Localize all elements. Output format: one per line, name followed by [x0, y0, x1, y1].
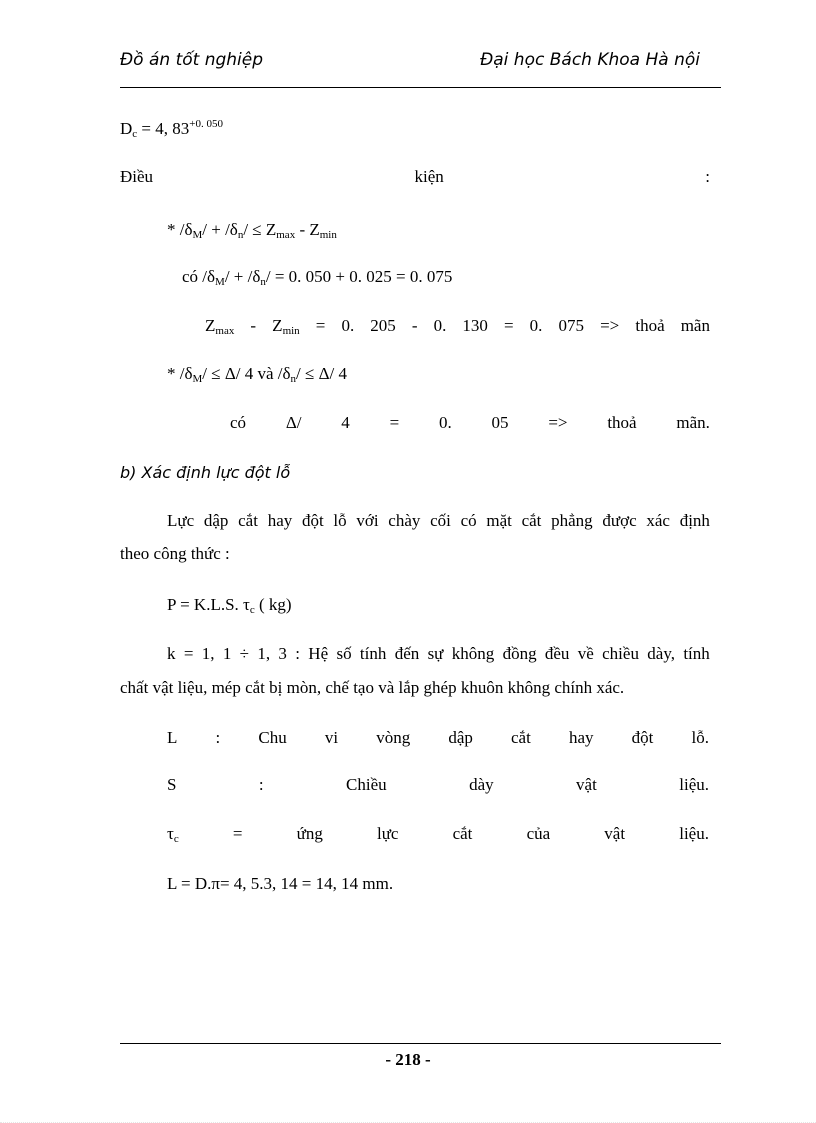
c1-c: / ≤ Z	[243, 220, 277, 239]
condition-2-check-word: thoả	[607, 413, 637, 432]
footer-rule	[120, 1043, 721, 1044]
para1-line1-word: định	[679, 511, 710, 530]
para1-line1-word: hay	[267, 511, 293, 530]
condition-2-check-word: Δ/	[285, 413, 302, 432]
k-line2: chất vật liệu, mép cắt bị mòn, chế tạo và lắp ghép khuôn không chính xác.	[120, 678, 625, 697]
k-line1-word: không	[451, 644, 495, 663]
S-definition-word: :	[258, 775, 264, 794]
L-definition-word: L	[167, 728, 178, 747]
para1-line1-word: dập	[203, 511, 229, 530]
c2-b: / ≤ Δ/ 4 và /δ	[202, 364, 291, 383]
c2-c: / ≤ Δ/ 4	[296, 364, 347, 383]
z-difference-line-word: 075	[558, 316, 584, 335]
tau-definition-word: lực	[376, 824, 399, 843]
tau-definition-word: ứng	[296, 824, 323, 843]
L-definition-word: vòng	[376, 728, 411, 747]
tau-definition-word: vật	[604, 824, 626, 843]
para1-line1-word: đột	[301, 511, 324, 530]
c1-n: n	[237, 229, 244, 241]
z-difference-line-word: $Z_{max}$	[205, 316, 235, 337]
c2-n: n	[290, 373, 297, 385]
k-line1-word: k	[167, 644, 176, 663]
L-definition	[167, 727, 709, 749]
condition-2-check	[230, 412, 710, 434]
k-line1-word: 1,	[201, 644, 215, 663]
condition-1	[167, 219, 337, 241]
dieukien-line	[120, 166, 710, 188]
para1-line1-word: phẳng	[551, 511, 593, 530]
c1c-a: có /δ	[182, 267, 216, 286]
dc-sup: +0. 050	[189, 118, 223, 130]
z-difference-line-word: $Z_{min}$	[272, 316, 300, 337]
c1-b: / + /δ	[202, 220, 238, 239]
condition-2-check-word: mãn.	[676, 413, 710, 432]
para1-line1-word: lỗ	[333, 511, 347, 530]
tau-definition-word: cắt	[452, 824, 473, 843]
L-definition-word: hay	[568, 728, 594, 747]
condition-2-check-word: =>	[548, 413, 568, 432]
k-line1-word: ÷	[239, 644, 249, 663]
condition-2-check-word: 0.	[438, 413, 452, 432]
tau-definition	[167, 823, 709, 845]
S-definition-word: vật	[576, 775, 597, 794]
para1-line1-word: xác	[646, 511, 670, 530]
z-difference-line-word: =>	[600, 316, 620, 335]
S-definition-word: liệu.	[679, 775, 709, 794]
c2-a: * /δ	[167, 364, 193, 383]
condition-2	[167, 363, 347, 385]
k-line1-word: tính	[359, 644, 387, 663]
L-calculation: L = D.π= 4, 5.3, 14 = 14, 14 mm.	[167, 874, 394, 893]
para1-line1-word: cắt	[521, 511, 542, 530]
dc-base: D	[120, 119, 133, 138]
z-difference-line-word: =	[315, 316, 326, 335]
z-difference-line-word: -	[250, 316, 257, 335]
header-left: Đồ án tốt nghiệp	[120, 50, 264, 70]
condition-2-check-word: có	[230, 413, 247, 432]
k-line1-word: đồng	[502, 644, 537, 663]
z-difference-line-word: 0.	[433, 316, 447, 335]
z-difference-line-word: 0.	[529, 316, 543, 335]
c1-min: min	[319, 229, 337, 241]
z-difference-line-word: =	[504, 316, 514, 335]
k-line1	[167, 643, 710, 665]
para1-line2: theo công thức :	[120, 544, 230, 563]
header-right: Đại học Bách Khoa Hà nội	[480, 50, 700, 70]
k-line1-word: dày,	[647, 644, 675, 663]
condition-1-check	[182, 266, 452, 288]
z-difference-line-word: mãn	[680, 316, 710, 335]
k-line1-word: đến	[394, 644, 420, 663]
tau-definition-word: liệu.	[679, 824, 709, 843]
k-line1-word: Hệ	[308, 644, 329, 663]
c1-max: max	[276, 229, 296, 241]
formula-a: P = K.L.S. τ	[167, 595, 250, 614]
S-definition	[167, 774, 709, 796]
para1-line1-word: cắt	[238, 511, 258, 530]
dieukien-line-word: :	[705, 167, 710, 186]
tau-definition-word: =	[232, 824, 243, 843]
para1-line1-word: được	[602, 511, 637, 530]
c1c-b: / + /δ	[224, 267, 261, 286]
c1-M: M	[192, 229, 203, 241]
L-definition-word: Chu	[258, 728, 287, 747]
k-line1-word: =	[183, 644, 194, 663]
condition-2-check-word: =	[389, 413, 400, 432]
z-difference-line-word: 0.	[341, 316, 355, 335]
L-definition-word: lỗ.	[691, 728, 709, 747]
S-definition-word: S	[167, 775, 177, 794]
c1c-c: / = 0. 050 + 0. 025 = 0. 075	[265, 267, 453, 286]
c1c-n: n	[260, 276, 266, 288]
formula-b: ( kg)	[254, 595, 292, 614]
k-line1-word: 1	[222, 644, 232, 663]
para1-line1-word: cối	[430, 511, 451, 530]
tau-definition-word: $\tau_c$	[167, 824, 179, 845]
formula-sub: c	[249, 604, 255, 616]
c1-d: - Z	[295, 220, 320, 239]
para1-line1-word: mặt	[486, 511, 512, 530]
L-definition-word: vi	[324, 728, 339, 747]
para1-line1-word: chày	[388, 511, 421, 530]
para1-line1-word: có	[460, 511, 477, 530]
L-definition-word: đột	[631, 728, 654, 747]
S-definition-word: Chiều	[346, 775, 387, 794]
section-b-heading: b) Xác định lực đột lỗ	[120, 463, 291, 482]
L-definition-word: cắt	[511, 728, 531, 747]
L-definition-word: dập	[448, 728, 473, 747]
dieukien-line-word: kiện	[414, 167, 444, 186]
z-difference-line	[205, 315, 710, 337]
dc-eq: = 4, 83	[137, 119, 190, 138]
k-line1-word: :	[295, 644, 300, 663]
k-line1-word: chiều	[602, 644, 639, 663]
k-line1-word: 3	[278, 644, 287, 663]
dc-sub: c	[132, 128, 138, 140]
para1-line1	[167, 510, 710, 532]
L-definition-word: :	[215, 728, 221, 747]
z-difference-line-word: thoả	[635, 316, 665, 335]
condition-2-check-word: 05	[491, 413, 509, 432]
k-line1-word: về	[577, 644, 594, 663]
z-difference-line-word: -	[411, 316, 418, 335]
S-definition-word: dày	[469, 775, 494, 794]
header-rule	[120, 87, 721, 88]
k-line1-word: 1,	[257, 644, 271, 663]
z-difference-line-word: 130	[462, 316, 488, 335]
dc-line	[120, 118, 223, 140]
c2-M: M	[192, 373, 203, 385]
k-line1-word: tính	[683, 644, 710, 663]
condition-2-check-word: 4	[341, 413, 350, 432]
para1-line1-word: Lực	[167, 511, 195, 530]
para1-line1-word: với	[356, 511, 379, 530]
z-difference-line-word: 205	[370, 316, 396, 335]
tau-definition-word: của	[526, 824, 551, 843]
c1c-M: M	[215, 276, 225, 288]
force-formula	[167, 594, 292, 616]
page-number: - 218 -	[385, 1050, 431, 1069]
k-line1-word: đều	[544, 644, 570, 663]
k-line1-word: sự	[427, 644, 444, 663]
k-line1-word: số	[336, 644, 352, 663]
dieukien-line-word: Điều	[120, 167, 154, 186]
c1-a: * /δ	[167, 220, 193, 239]
